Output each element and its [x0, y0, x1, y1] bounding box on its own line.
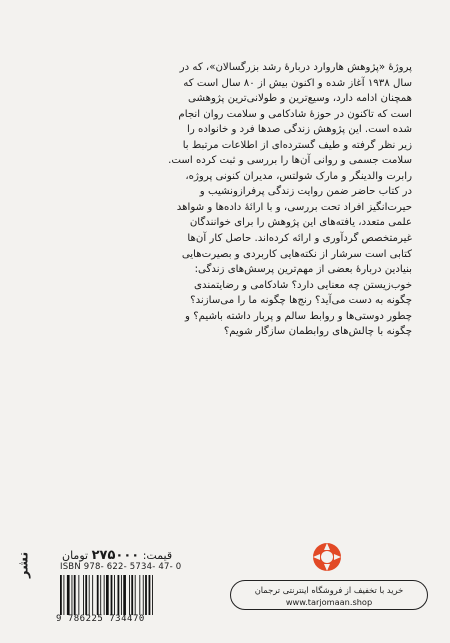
shop-caption: خرید با تخفیف از فروشگاه اینترنتی ترجمان — [254, 585, 404, 595]
price-label — [62, 548, 192, 563]
description-line: حیرت‌انگیز افراد تحت بررسی، و با ارائهٔ داده‌ها و شواهد — [176, 201, 412, 213]
description-line: شده است. این پژوهش زندگی صدها فرد و خانواده را — [187, 124, 412, 136]
description-line: پروژهٔ «پژوهش هاروارد دربارهٔ رشد بزرگسالان»، که در — [179, 62, 412, 73]
isbn-number: ISBN 978- 622- 5734- 47- 0 — [60, 562, 182, 572]
price-unit: تومان — [62, 549, 89, 562]
barcode-digits: 9 786225 734470 — [56, 614, 145, 624]
barcode-image — [58, 575, 198, 615]
book-description — [86, 60, 412, 340]
description-line: است که تاکنون در حوزهٔ شادکامی و سلامت روان انجام — [178, 108, 412, 120]
description-line: چگونه به دست می‌آید؟ رنج‌ها چگونه ما را می‌سازند؟ — [190, 295, 412, 307]
description-line: خوب‌زیستن چه معنایی دارد؟ شادکامی و رضایتمندی — [194, 279, 412, 291]
description-line: سال ۱۹۳۸ آغاز شده و اکنون بیش از ۸۰ سال است که — [183, 77, 412, 89]
online-shop-link[interactable] — [230, 580, 428, 610]
description-line: کتابی است سرشار از نکته‌هایی کاربردی و بصیرت‌هایی — [181, 248, 412, 260]
description-line: همچنان ادامه دارد، وسیع‌ترین و طولانی‌ترین پژوهشی — [188, 93, 412, 105]
description-line: رابرت والدینگر و مارک شولتس، مدیران کنونی پروژه، — [185, 170, 412, 182]
description-line: سلامت جسمی و روانی آن‌ها را بررسی و ثبت کرده است. — [168, 155, 412, 167]
price-value: ۲۷۵۰۰۰ — [91, 548, 140, 563]
description-line: چگونه با چالش‌های روابطمان سازگار شویم؟ — [223, 326, 412, 338]
description-line: چطور دوستی‌ها و روابط سالم و پربار داشته باشیم؟ و — [185, 310, 412, 322]
spine-logo-text: نشر — [16, 551, 32, 579]
description-line: زیر نظر گرفته و طیف گسترده‌ای از اطلاعات مرتبط با — [182, 139, 412, 151]
shop-url: www.tarjomaan.shop — [285, 597, 373, 607]
description-line: بنیادین دربارهٔ بعضی از مهم‌ترین پرسش‌های زندگی: — [194, 264, 412, 276]
publisher-logo-icon — [310, 540, 344, 574]
description-line: غیرمتخصص گردآوری و ارائه کرده‌اند. حاصل کار آن‌ها — [187, 233, 412, 245]
description-line: در کتاب حاضر ضمن روایت زندگی پرفرازونشیب و — [199, 186, 412, 198]
price-caption: قیمت: — [142, 549, 173, 562]
description-line: علمی متعدد، یافته‌های این پژوهش را برای خوانندگان — [189, 217, 412, 229]
